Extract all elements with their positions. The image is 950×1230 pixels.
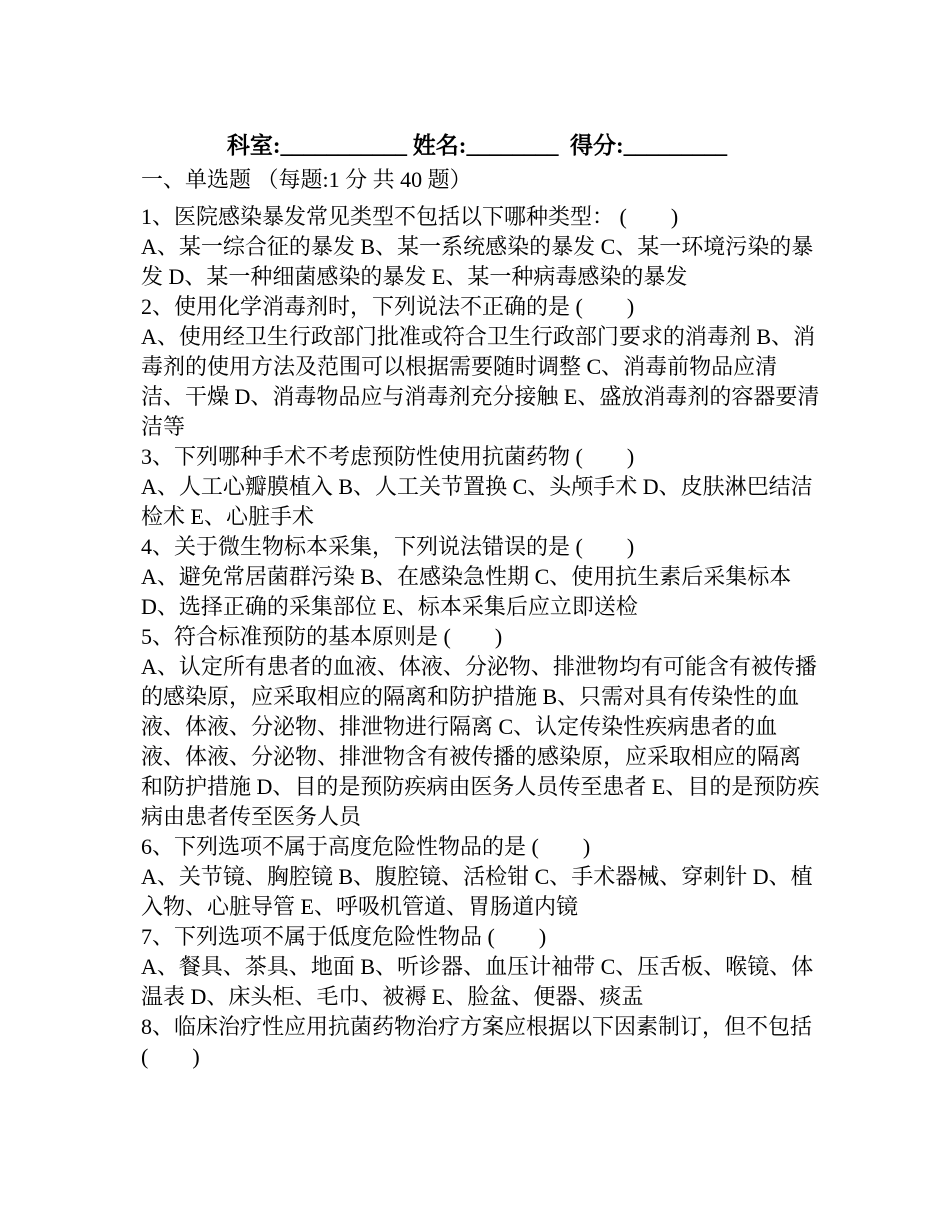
question-stem: 6、下列选项不属于高度危险性物品的是 ( ) xyxy=(141,834,591,859)
exam-header: 科室:___________ 姓名:________ 得分:_________ xyxy=(226,133,728,158)
question-item xyxy=(141,922,821,1012)
question-stem: 7、下列选项不属于低度危险性物品 ( ) xyxy=(141,924,547,949)
question-item xyxy=(141,202,821,292)
question-options: A、人工心瓣膜植入 B、人工关节置换 C、头颅手术 D、皮肤淋巴结洁检术 E、心脏手术 xyxy=(141,474,813,529)
question-stem: 8、临床治疗性应用抗菌药物治疗方案应根据以下因素制订，但不包括 ( ) xyxy=(141,1014,818,1069)
question-item xyxy=(141,622,821,832)
question-item xyxy=(141,832,821,922)
document-page xyxy=(141,128,821,1072)
question-options: A、避免常居菌群污染 B、在感染急性期 C、使用抗生素后采集标本 D、选择正确的采集部位 E、标本采集后应立即送检 xyxy=(141,564,797,619)
section-title: 一、单选题 （每题:1 分 共 40 题） xyxy=(141,167,472,192)
question-stem: 2、使用化学消毒剂时，下列说法不正确的是 ( ) xyxy=(141,294,635,319)
question-stem: 4、关于微生物标本采集，下列说法错误的是 ( ) xyxy=(141,534,635,559)
question-item xyxy=(141,292,821,442)
question-item xyxy=(141,532,821,622)
question-options: A、关节镜、胸腔镜 B、腹腔镜、活检钳 C、手术器械、穿刺针 D、植入物、心脏导管 E、呼吸机管道、胃肠道内镜 xyxy=(141,864,813,919)
question-options: A、使用经卫生行政部门批准或符合卫生行政部门要求的消毒剂 B、消毒剂的使用方法及范围可以根据需要随时调整 C、消毒前物品应清洁、干燥 D、消毒物品应与消毒剂充分接触 E、盛放消毒剂的容器要清洁等 xyxy=(141,324,820,439)
question-stem: 5、符合标准预防的基本原则是 ( ) xyxy=(141,624,503,649)
question-options: A、认定所有患者的血液、体液、分泌物、排泄物均有可能含有被传播的感染原，应采取相应的隔离和防护措施 B、只需对具有传染性的血液、体液、分泌物、排泄物进行隔离 C、认定传染性疾病患者的血液、体液、分泌物、排泄物含有被传播的感染原，应采取相应的隔离和防护措施 D、目的是预防疾病由医务人员传至患者 E、目的是预防疾病由患者传至医务人员 xyxy=(141,654,820,829)
question-item xyxy=(141,442,821,532)
question-item xyxy=(141,1012,821,1072)
question-stem: 3、下列哪种手术不考虑预防性使用抗菌药物 ( ) xyxy=(141,444,635,469)
question-options: A、餐具、茶具、地面 B、听诊器、血压计袖带 C、压舌板、喉镜、体温表 D、床头柜、毛巾、被褥 E、脸盆、便器、痰盂 xyxy=(141,954,814,1009)
question-stem: 1、医院感染暴发常见类型不包括以下哪种类型： ( ) xyxy=(141,204,679,229)
question-options: A、某一综合征的暴发 B、某一系统感染的暴发 C、某一环境污染的暴发 D、某一种细菌感染的暴发 E、某一种病毒感染的暴发 xyxy=(141,234,814,289)
